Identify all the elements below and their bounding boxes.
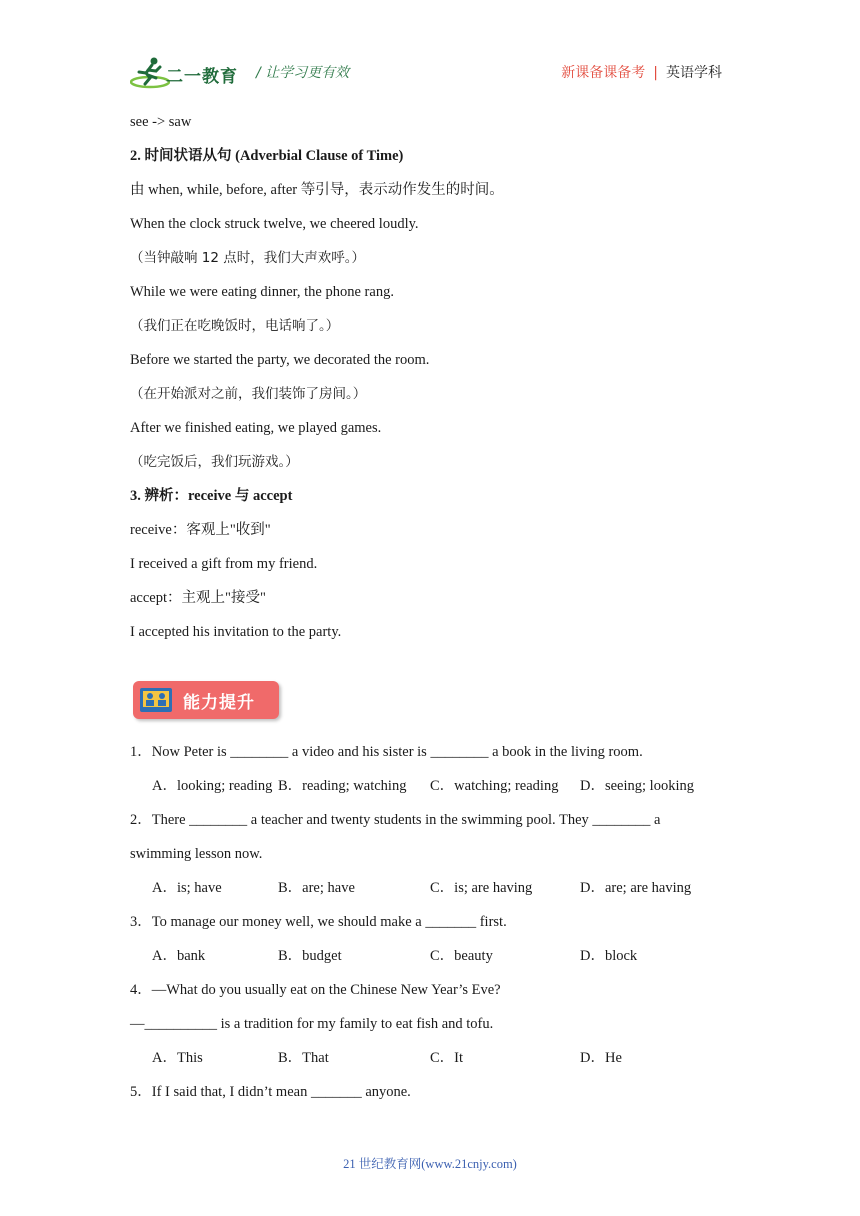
option-a: A．This [152,1050,203,1066]
option-c: C．is; are having [430,880,533,896]
header-subject [561,62,722,82]
option-c: C．watching; reading [430,778,559,794]
content-line: see -> saw [130,114,192,130]
definition: accept：主观上"接受" [130,590,266,606]
page-header [0,0,860,100]
option-c: C．beauty [430,948,493,964]
question-3: 3．To manage our money well, we should make a _______ first. [130,914,507,930]
section-banner [133,681,279,719]
section-heading: 2. 时间状语从句 (Adverbial Clause of Time) [130,148,404,164]
options-1 [130,774,730,808]
header-separator: | [653,65,658,81]
exercise-list [130,740,730,1114]
content-line: 由 when, while, before, after 等引导，表示动作发生的时间。 [130,182,504,198]
definition: receive：客观上"收到" [130,522,271,538]
document-body [130,110,730,654]
example-sentence: Before we started the party, we decorated the room. [130,352,430,368]
example-sentence: I accepted his invitation to the party. [130,624,342,640]
example-sentence: I received a gift from my friend. [130,556,318,572]
question-2: 2．There ________ a teacher and twenty students in the swimming pool. They ________ a [130,812,661,828]
question-4: 4．—What do you usually eat on the Chinese New Year’s Eve? [130,982,501,998]
header-subject-label: 英语学科 [666,65,722,81]
options-2 [130,876,730,910]
translation: （在开始派对之前，我们装饰了房间。） [130,386,367,402]
example-sentence: While we were eating dinner, the phone rang. [130,284,394,300]
example-sentence: When the clock struck twelve, we cheered loudly. [130,216,419,232]
question-4-continued: —__________ is a tradition for my family to eat fish and tofu. [130,1016,494,1032]
question-5: 5．If I said that, I didn’t mean _______ anyone. [130,1084,411,1100]
option-a: A．bank [152,948,206,964]
example-sentence: After we finished eating, we played games. [130,420,382,436]
option-d: D．block [580,948,638,964]
question-1: 1．Now Peter is ________ a video and his sister is ________ a book in the living room. [130,744,643,760]
option-b: B．reading; watching [278,778,407,794]
option-d: D．are; are having [580,880,692,896]
options-4 [130,1046,730,1080]
option-c: C．It [430,1050,464,1066]
option-a: A．is; have [152,880,222,896]
page-footer[interactable]: 21 世纪教育网(www.21cnjy.com) [343,1157,517,1171]
header-course-label: 新课备课备考 [561,65,646,81]
option-b: B．That [278,1050,329,1066]
option-b: B．budget [278,948,342,964]
translation: （我们正在吃晚饭时，电话响了。） [130,318,340,334]
option-d: D．seeing; looking [580,778,694,794]
logo [130,56,242,90]
logo-text: 二一教育 [166,67,238,87]
slogan: / 让学习更有效 [256,65,350,81]
option-b: B．are; have [278,880,355,896]
presentation-board-icon [139,687,173,713]
option-a: A．looking; reading [152,778,273,794]
translation: （吃完饭后，我们玩游戏。） [130,454,299,470]
banner-label: 能力提升 [183,693,255,713]
runner-logo-icon [130,56,170,90]
question-2-continued: swimming lesson now. [130,846,263,862]
translation: （当钟敲响 12 点时，我们大声欢呼。） [130,250,366,266]
option-d: D．He [580,1050,622,1066]
options-3 [130,944,730,978]
section-heading: 3. 辨析：receive 与 accept [130,488,293,504]
